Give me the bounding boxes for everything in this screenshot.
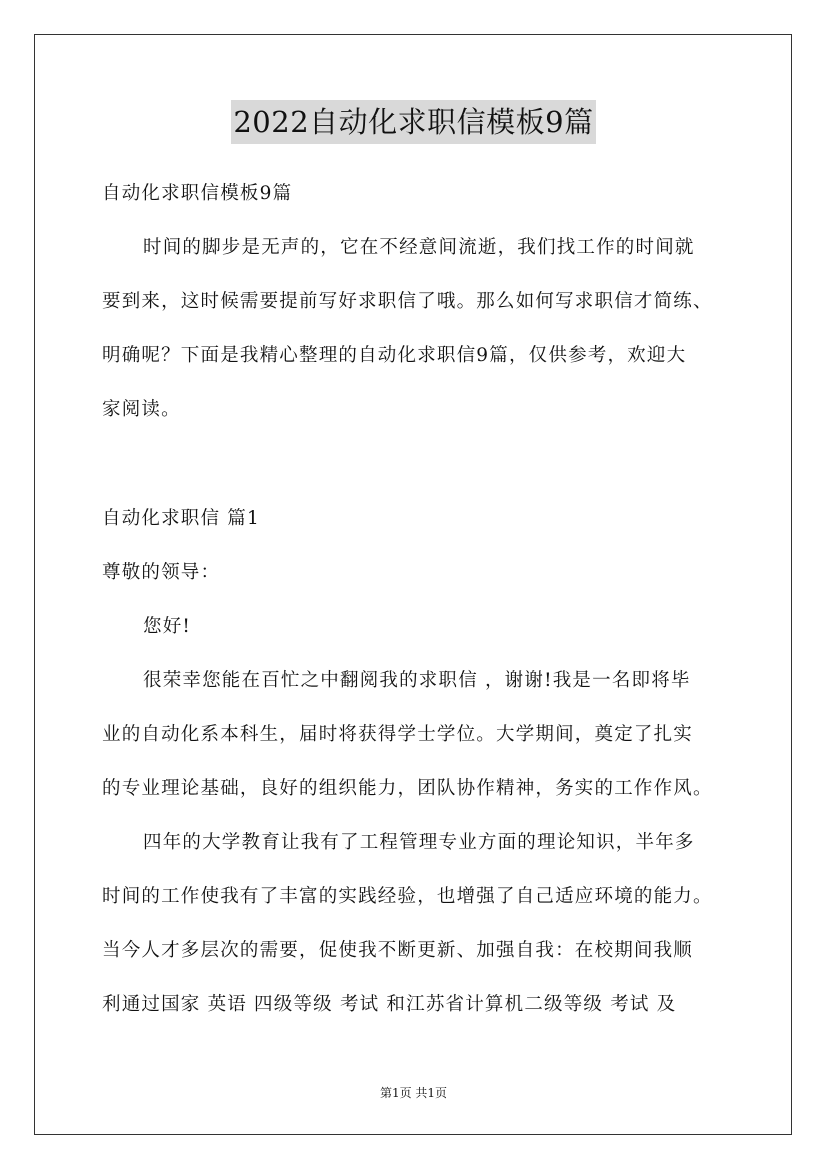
body-line-4: 四年的大学教育让我有了工程管理专业方面的理论知识，半年多 bbox=[143, 832, 695, 853]
section-heading: 自动化求职信 篇1 bbox=[102, 508, 260, 529]
body-line-2: 业的自动化系本科生，届时将获得学士学位。大学期间，奠定了扎实 bbox=[102, 724, 694, 745]
body-line-3: 的专业理论基础，良好的组织能力，团队协作精神，务实的工作作风。 bbox=[102, 778, 713, 799]
greeting: 您好! bbox=[143, 616, 192, 637]
body-line-6: 当今人才多层次的需要，促使我不断更新、加强自我：在校期间我顺 bbox=[102, 940, 694, 961]
intro-line-2: 要到来，这时候需要提前写好求职信了哦。那么如何写求职信才简练、 bbox=[102, 291, 713, 312]
salutation: 尊敬的领导： bbox=[102, 562, 221, 583]
intro-line-4: 家阅读。 bbox=[102, 399, 181, 420]
body-line-7: 利通过国家 英语 四级等级 考试 和江苏省计算机二级等级 考试 及 bbox=[102, 994, 677, 1015]
document-title-text: 2022自动化求职信模板9篇 bbox=[231, 100, 595, 144]
page-footer: 第1页 共1页 bbox=[379, 1086, 448, 1100]
body-line-1: 很荣幸您能在百忙之中翻阅我的求职信 ，谢谢!我是一名即将毕 bbox=[143, 670, 691, 691]
intro-line-1: 时间的脚步是无声的，它在不经意间流逝，我们找工作的时间就 bbox=[143, 237, 695, 258]
document-title bbox=[0, 100, 827, 144]
intro-line-3: 明确呢？下面是我精心整理的自动化求职信9篇，仅供参考，欢迎大 bbox=[102, 345, 687, 366]
document-subtitle: 自动化求职信模板9篇 bbox=[102, 183, 293, 204]
body-line-5: 时间的工作使我有了丰富的实践经验，也增强了自己适应环境的能力。 bbox=[102, 886, 713, 907]
